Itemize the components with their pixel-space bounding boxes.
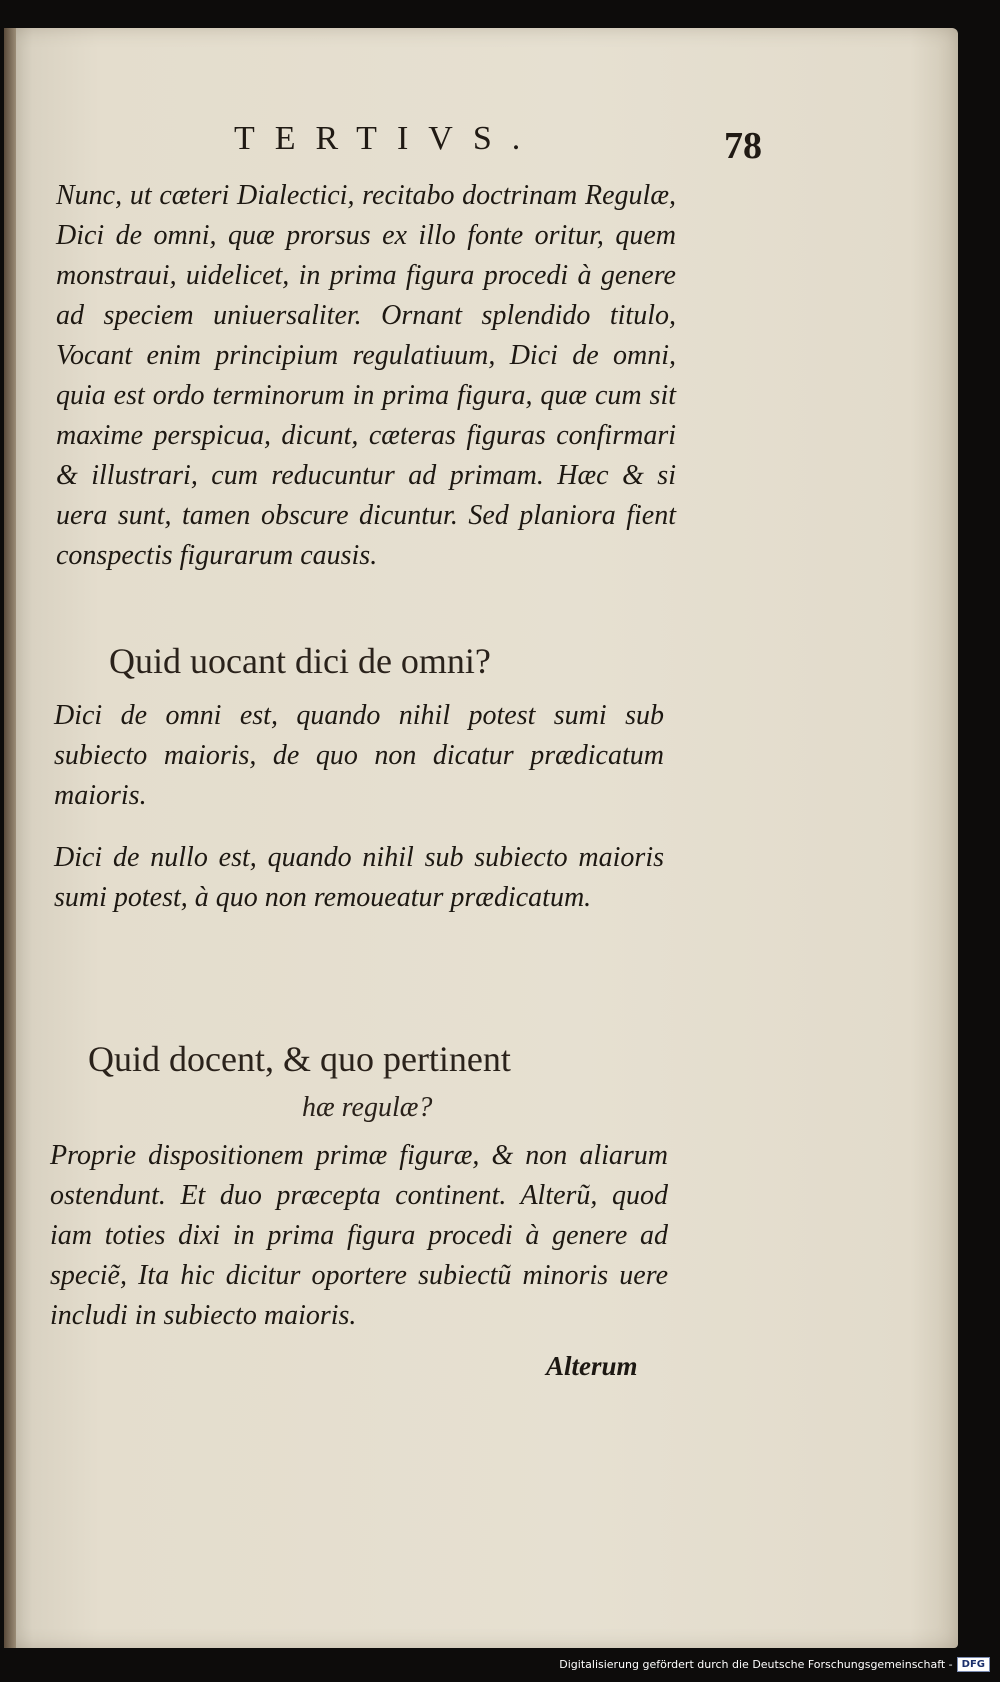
- answer-paragraph: Proprie dispositionem primæ figuræ, & non aliarum ostendunt. Et duo præcepta continent. Alterũ, quod iam toties dixi in prima figura procedi à genere ad speciẽ, Ita hic dicitur oportere subiectũ minoris uere includi in subiecto maioris.: [50, 1140, 668, 1331]
- definition-omni-block: [54, 696, 664, 816]
- page-number: 78: [724, 125, 762, 167]
- question-heading-2-continuation: hæ regulæ?: [302, 1092, 433, 1123]
- question-heading-2: Quid docent, & quo pertinent: [88, 1039, 511, 1079]
- digitization-credit: [559, 1657, 990, 1672]
- catchword: Alterum: [546, 1351, 638, 1381]
- question-heading-1: Quid uocant dici de omni?: [109, 641, 491, 681]
- book-page: [4, 28, 958, 1648]
- page-gutter: [4, 28, 16, 1648]
- definition-dici-de-nullo: Dici de nullo est, quando nihil sub subiecto maioris sumi potest, à quo non remoueatur prædicatum.: [54, 842, 664, 913]
- intro-paragraph: Nunc, ut cæteri Dialectici, recitabo doctrinam Regulæ, Dici de omni, quæ prorsus ex illo fonte oritur, quem monstraui, uidelicet, in prima figura procedi à genere ad speciem uniuersaliter. Ornant splendido titulo, Vocant enim principium regulatiuum, Dici de omni, quia est ordo terminorum in prima figura, quæ cum sit maxime perspicua, dicunt, cæteras figuras confirmari & illustrari, cum reducuntur ad primam. Hæc & si uera sunt, tamen obscure dicuntur. Sed planiora fient conspectis figurarum causis.: [56, 180, 676, 571]
- intro-block: [56, 176, 676, 576]
- answer-block: [50, 1136, 668, 1336]
- definition-nullo-block: [54, 838, 664, 918]
- credit-text: Digitalisierung gefördert durch die Deutsche Forschungsgemeinschaft -: [559, 1658, 953, 1671]
- dfg-logo: DFG: [957, 1657, 990, 1672]
- definition-dici-de-omni: Dici de omni est, quando nihil potest sumi sub subiecto maioris, de quo non dicatur prædicatum maioris.: [54, 700, 664, 811]
- running-header: TERTIVS.: [234, 120, 541, 157]
